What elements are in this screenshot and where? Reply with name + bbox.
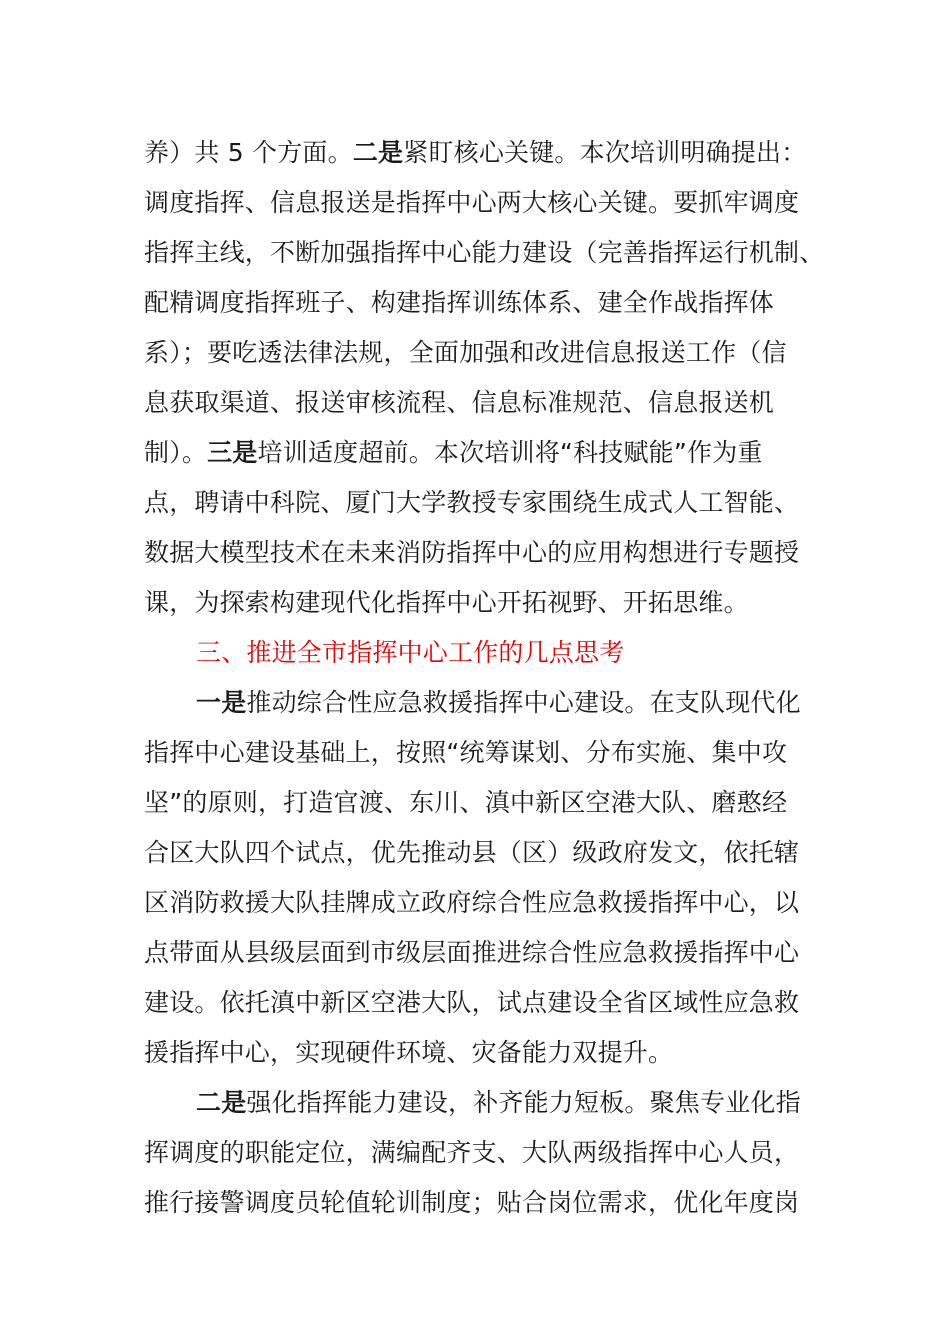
bold-lead-phrase: 二是 (352, 138, 404, 167)
text-segment: 调度指挥、信息报送是指挥中心两大核心关键。要抓牢调度 (144, 188, 800, 217)
text-line (144, 428, 804, 478)
text-line (144, 178, 804, 228)
text-line (144, 228, 825, 278)
text-segment: 挥调度的职能定位，满编配齐支、大队两级指挥中心人员， (144, 1138, 800, 1167)
text-segment: 系）；要吃透法律法规，全面加强和改进信息报送工作（信 (144, 338, 787, 367)
text-segment: 配精调度指挥班子、构建指挥训练体系、建全作战指挥体 (144, 288, 775, 317)
text-line (144, 478, 804, 528)
text-segment: 养）共 5 个方面。 (144, 138, 353, 167)
text-line (144, 128, 807, 178)
text-line (144, 378, 804, 428)
text-segment: 区消防救援大队挂牌成立政府综合性应急救援指挥中心，以 (144, 888, 800, 917)
text-segment: 指挥主线，不断加强指挥中心能力建设（完善指挥运行机制、 (144, 238, 825, 267)
text-segment: 培训适度超前。本次培训将“科技赋能”作为重 (257, 438, 763, 467)
text-segment: 点带面从县级层面到市级层面推进综合性应急救援指挥中心 (144, 938, 800, 967)
text-line (144, 878, 804, 928)
text-segment: 强化指挥能力建设，补齐能力短板。聚焦专业化指 (246, 1088, 801, 1117)
text-segment: 制）。 (144, 438, 208, 467)
section-heading (144, 628, 804, 678)
text-segment: 点，聘请中科院、厦门大学教授专家围绕生成式人工智能、 (144, 488, 800, 517)
text-segment: 推行接警调度员轮值轮训制度；贴合岗位需求，优化年度岗 (144, 1188, 800, 1217)
text-line (144, 978, 804, 1028)
text-line (144, 1178, 804, 1228)
bold-lead-phrase: 三是 (207, 438, 258, 467)
text-segment: 援指挥中心，实现硬件环境、灾备能力双提升。 (144, 1038, 674, 1067)
text-segment: 数据大模型技术在未来消防指挥中心的应用构想进行专题授 (144, 538, 800, 567)
text-line (144, 328, 804, 378)
text-line (144, 1028, 804, 1078)
text-line (144, 1128, 804, 1178)
text-line (144, 778, 804, 828)
text-line (144, 278, 804, 328)
text-segment: 三、推进全市指挥中心工作的几点思考 (196, 638, 625, 667)
text-segment: 紧盯核心关键。本次培训明确提出： (403, 138, 807, 167)
text-segment: 推动综合性应急救援指挥中心建设。在支队现代化 (246, 688, 801, 717)
text-line (144, 828, 804, 878)
bold-lead-phrase: 二是 (196, 1088, 247, 1117)
text-segment: 课，为探索构建现代化指挥中心开拓视野、开拓思维。 (144, 588, 749, 617)
text-segment: 息获取渠道、报送审核流程、信息标准规范、信息报送机 (144, 388, 775, 417)
text-line (144, 1078, 804, 1128)
text-segment: 坚”的原则，打造官渡、东川、滇中新区空港大队、磨憨经 (144, 788, 788, 817)
text-segment: 指挥中心建设基础上，按照“统筹谋划、分布实施、集中攻 (144, 738, 788, 767)
text-line (144, 578, 804, 628)
text-line (144, 678, 804, 728)
text-line (144, 728, 804, 778)
text-line (144, 928, 804, 978)
text-segment: 建设。依托滇中新区空港大队，试点建设全省区域性应急救 (144, 988, 800, 1017)
document-body (144, 128, 825, 1228)
bold-lead-phrase: 一是 (196, 688, 247, 717)
text-segment: 合区大队四个试点，优先推动县（区）级政府发文，依托辖 (144, 838, 800, 867)
text-line (144, 528, 804, 578)
